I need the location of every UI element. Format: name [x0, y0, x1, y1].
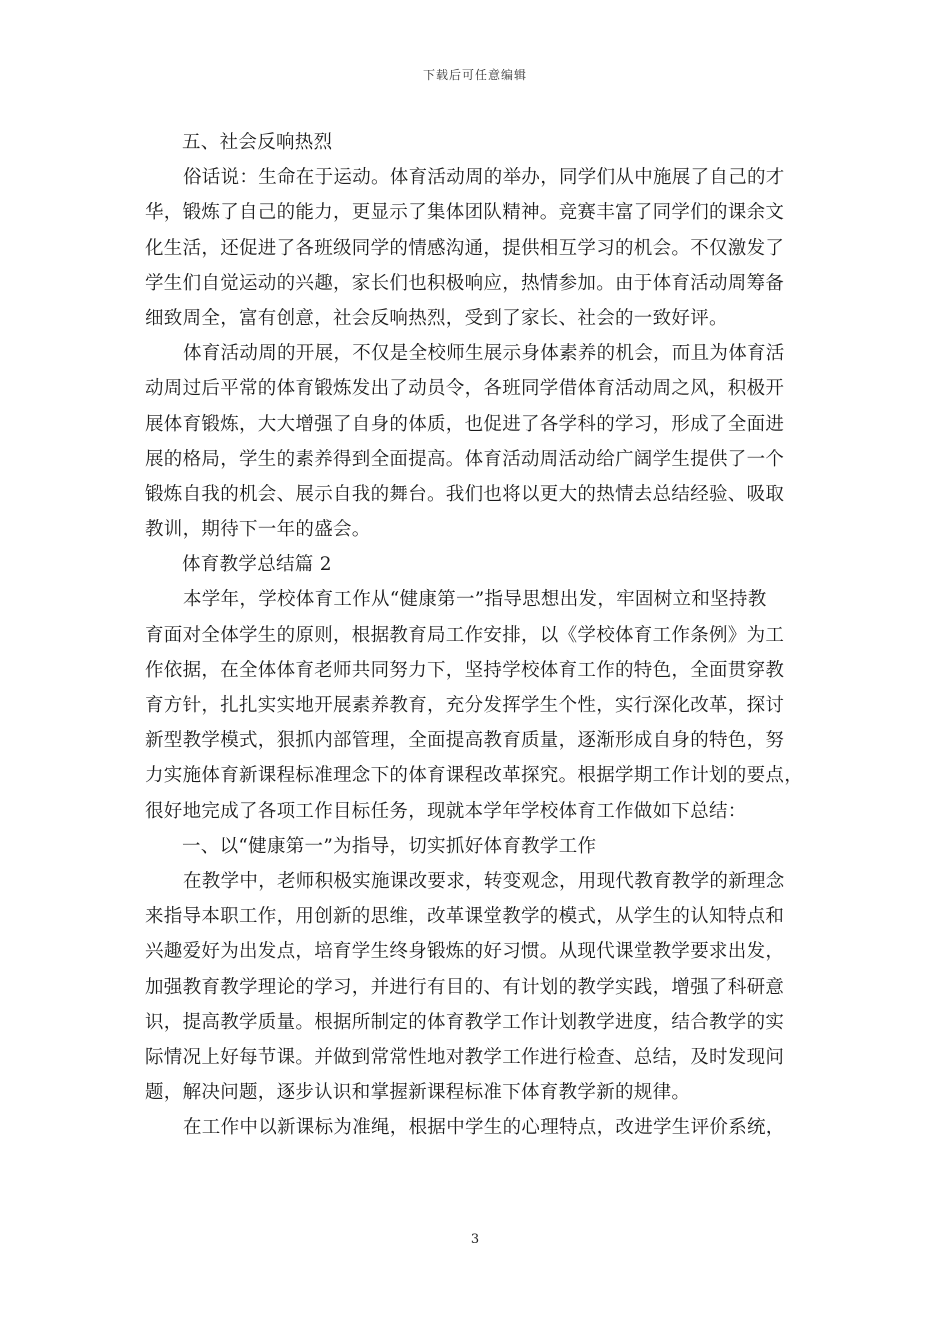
paragraph-line: 本学年，学校体育工作从“健康第一”指导思想出发，牢固树立和坚持教	[183, 589, 767, 611]
paragraph-line: 兴趣爱好为出发点，培育学生终身锻炼的好习惯。从现代课堂教学要求出发，	[145, 941, 785, 963]
paragraph-line: 教训，期待下一年的盛会。	[145, 519, 371, 541]
section-heading: 一、以“健康第一”为指导，切实抓好体育教学工作	[182, 835, 597, 857]
paragraph-line: 学生们自觉运动的兴趣，家长们也积极响应，热情参加。由于体育活动周筹备	[145, 272, 785, 294]
paragraph-line: 化生活，还促进了各班级同学的情感沟通，提供相互学习的机会。不仅激发了	[145, 237, 785, 259]
paragraph-line: 育方针，扎扎实实地开展素养教育，充分发挥学生个性，实行深化改革，探讨	[145, 695, 785, 716]
paragraph-line: 俗话说：生命在于运动。体育活动周的举办，同学们从中施展了自己的才	[183, 167, 785, 189]
paragraph-line: 题，解决问题，逐步认识和掌握新课程标准下体育教学新的规律。	[145, 1082, 691, 1104]
page-number: 3	[470, 1232, 480, 1247]
paragraph-line: 华，锻炼了自己的能力，更显示了集体团队精神。竞赛丰富了同学们的课余文	[145, 202, 785, 224]
paragraph-line: 展的格局，学生的素养得到全面提高。体育活动周活动给广阔学生提供了一个	[145, 448, 785, 470]
paragraph-line: 细致周全，富有创意，社会反响热烈，受到了家长、社会的一致好评。	[145, 307, 728, 329]
paragraph-line: 体育活动周的开展，不仅是全校师生展示身体素养的机会，而且为体育活	[183, 343, 785, 365]
paragraph-line: 识，提高教学质量。根据所制定的体育教学工作计划教学进度，结合教学的实	[145, 1011, 785, 1033]
paragraph-line: 很好地完成了各项工作目标任务，现就本学年学校体育工作做如下总结：	[145, 800, 747, 822]
paragraph-line: 际情况上好每节课。并做到常常性地对教学工作进行检查、总结，及时发现问	[145, 1046, 785, 1068]
paragraph-line: 在教学中，老师积极实施课改要求，转变观念，用现代教育教学的新理念	[183, 870, 785, 892]
document-body	[145, 125, 805, 1145]
paragraph-line: 作依据，在全体体育老师共同努力下，坚持学校体育工作的特色，全面贯穿教	[145, 659, 785, 681]
paragraph-line: 在工作中以新课标为准绳，根据中学生的心理特点，改进学生评价系统，	[183, 1117, 785, 1139]
paragraph-line: 加强教育教学理论的学习，并进行有目的、有计划的教学实践，增强了科研意	[145, 976, 785, 998]
paragraph-line: 力实施体育新课程标准理念下的体育课程改革探究。根据学期工作计划的要点，	[145, 765, 804, 787]
paragraph-line: 育面对全体学生的原则，根据教育局工作安排，以《学校体育工作条例》为工	[145, 624, 785, 646]
section-heading: 五、社会反响热烈	[182, 132, 333, 153]
page-header: 下载后可任意编辑	[422, 68, 527, 82]
section-heading: 体育教学总结篇 2	[182, 554, 332, 576]
paragraph-line: 动周过后平常的体育锻炼发出了动员令，各班同学借体育活动周之风，积极开	[145, 378, 785, 400]
paragraph-line: 展体育锻炼，大大增强了自身的体质，也促进了各学科的学习，形成了全面进	[145, 413, 785, 435]
paragraph-line: 来指导本职工作，用创新的思维，改革课堂教学的模式，从学生的认知特点和	[145, 906, 785, 928]
paragraph-line: 新型教学模式，狠抓内部管理，全面提高教育质量，逐渐形成自身的特色，努	[145, 730, 785, 752]
paragraph-line: 锻炼自我的机会、展示自我的舞台。我们也将以更大的热情去总结经验、吸取	[145, 483, 785, 505]
